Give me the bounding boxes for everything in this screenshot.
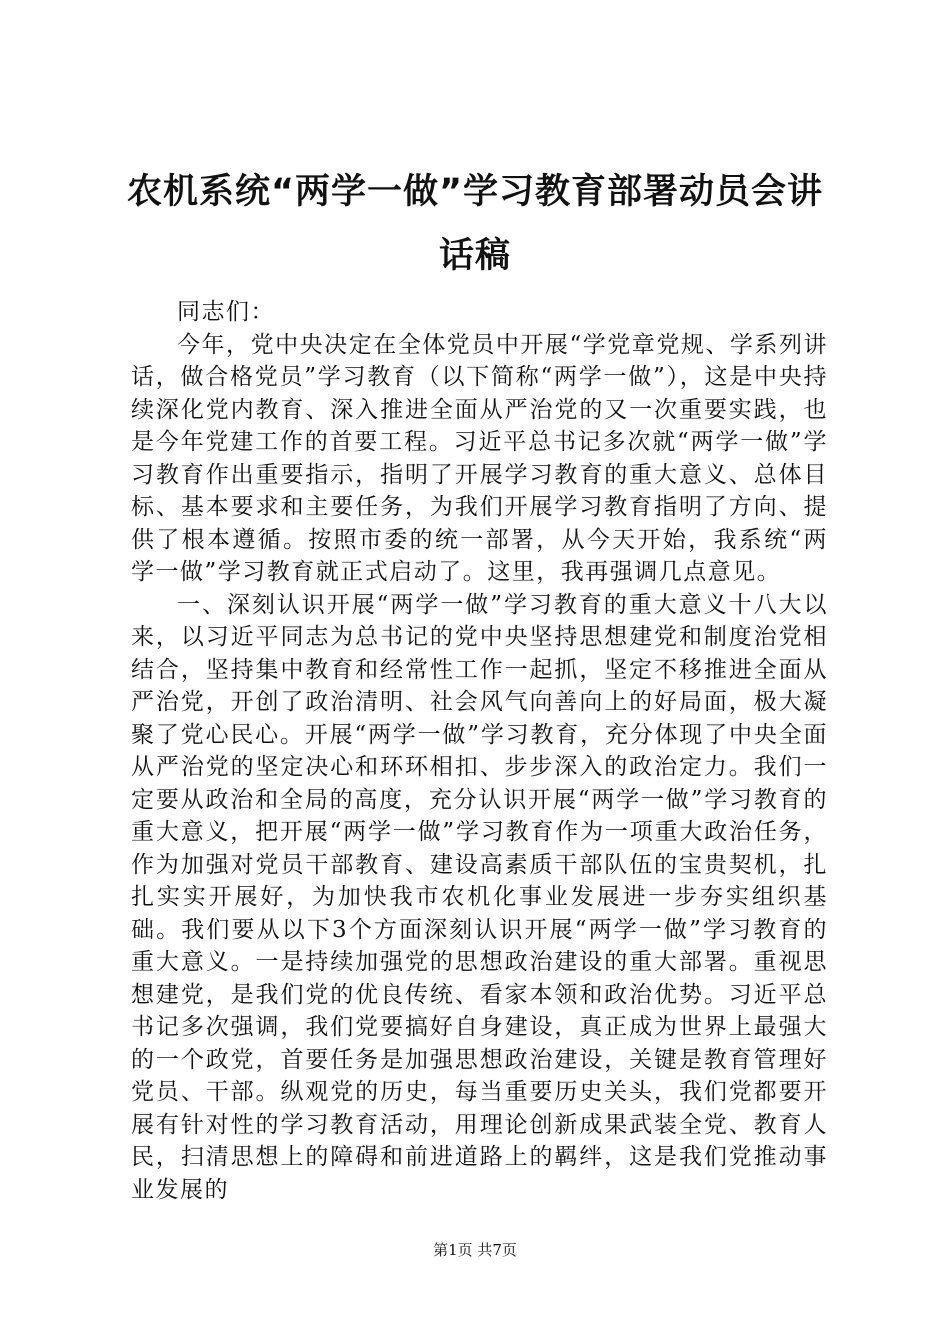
document-body — [131, 296, 828, 1206]
paragraph-section-one: 一、深刻认识开展“两学一做”学习教育的重大意义十八大以来，以习近平同志为总书记的党中央坚持思想建党和制度治党相结合，坚持集中教育和经常性工作一起抓，坚定不移推进全面从严治党，开创了政治清明、社会风气向善向上的好局面，极大凝聚了党心民心。开展“两学一做”学习教育，充分体现了中央全面从严治党的坚定决心和环环相扣、步步深入的政治定力。我们一定要从政治和全局的高度，充分认识开展“两学一做”学习教育的重大意义，把开展“两学一做”学习教育作为一项重大政治任务，作为加强对党员干部教育、建设高素质干部队伍的宝贵契机，扎扎实实开展好，为加快我市农机化事业发展进一步夯实组织基础。我们要从以下3个方面深刻认识开展“两学一做”学习教育的重大意义。一是持续加强党的思想政治建设的重大部署。重视思想建党，是我们党的优良传统、看家本领和政治优势。习近平总书记多次强调，我们党要搞好自身建设，真正成为世界上最强大的一个政党，首要任务是加强思想政治建设，关键是教育管理好党员、干部。纵观党的历史，每当重要历史关头，我们党都要开展有针对性的学习教育活动，用理论创新成果武装全党、教育人民，扫清思想上的障碍和前进道路上的羁绊，这是我们党推动事业发展的 — [131, 591, 828, 1203]
document-title: 农机系统“两学一做”学习教育部署动员会讲话稿 — [126, 172, 823, 276]
page-footer: 第1页 共7页 — [433, 1241, 517, 1259]
paragraph-intro: 今年，党中央决定在全体党员中开展“学党章党规、学系列讲话，做合格党员”学习教育（以下简称“两学一做”），这是中央持续深化党内教育、深入推进全面从严治党的又一次重要实践，也是今年党建工作的首要工程。习近平总书记多次就“两学一做”学习教育作出重要指示，指明了开展学习教育的重大意义、总体目标、基本要求和主要任务，为我们开展学习教育指明了方向、提供了根本遵循。按照市委的统一部署，从今天开始，我系统“两学一做”学习教育就正式启动了。这里，我再强调几点意见。 — [131, 331, 828, 585]
salutation: 同志们： — [177, 299, 275, 325]
